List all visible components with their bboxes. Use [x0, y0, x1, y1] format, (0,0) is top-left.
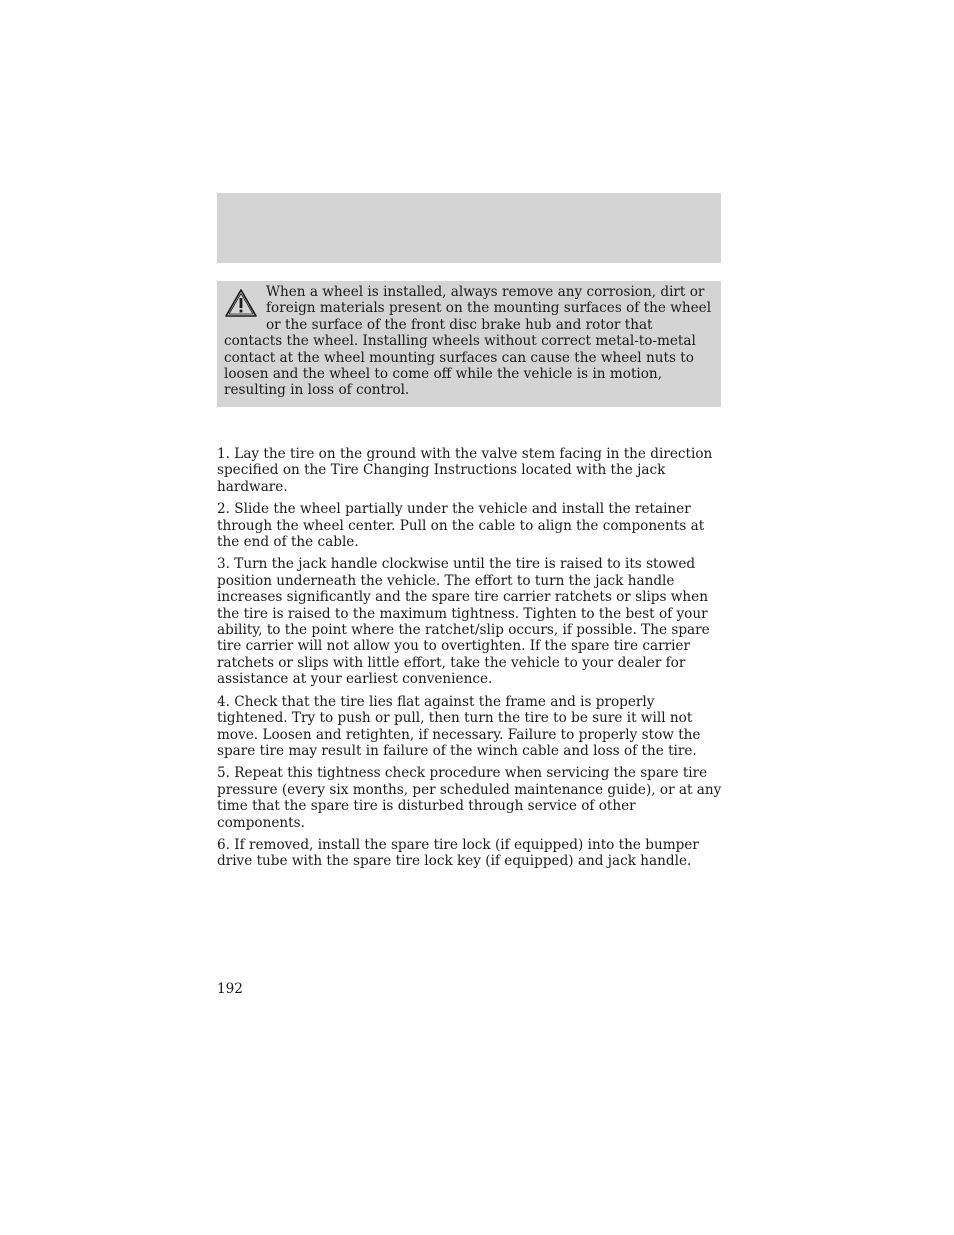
page-number: 192: [217, 981, 243, 997]
step-1: 1. Lay the tire on the ground with the valve stem facing in the direction specified on the Tire Changing Instructions located with the jack hardware.: [217, 446, 713, 495]
step-4: 4. Check that the tire lies flat against the frame and is properly tightened. Try to push or pull, then turn the tire to be sure it will not move. Loosen and retighten, if necessary. Failure to properly stow the spare tire may result in failure of the winch cable and loss of the tire.: [217, 693, 701, 759]
step-3: 3. Turn the jack handle clockwise until the tire is raised to its stowed position underneath the vehicle. The effort to turn the jack handle increases significantly and the spare tire carrier ratchets or slips when the tire is raised to the maximum tightness. Tighten to the best of your ability, to the point where the ratchet/slip occurs, if possible. The spare tire carrier will not allow you to overtighten. If the spare tire carrier ratchets or slips with little effort, take the vehicle to your dealer for assistance at your earliest convenience.: [217, 556, 710, 688]
warning-triangle-icon: [224, 288, 258, 318]
step-2: 2. Slide the wheel partially under the vehicle and install the retainer through the wheel center. Pull on the cable to align the components at the end of the cable.: [217, 501, 705, 551]
warning-text: When a wheel is installed, always remove any corrosion, dirt or foreign materials present on the mounting surfaces of the wheel or the surface of the front disc brake hub and rotor that contacts the wheel. Installing wheels without correct metal-to-metal contact at the wheel mounting surfaces can cause the wheel nuts to loosen and the wheel to come off while the vehicle is in motion, resulting in loss of control.: [224, 284, 712, 399]
section-header-bar: [217, 193, 721, 263]
warning-box: [217, 281, 721, 407]
instruction-steps: [217, 446, 723, 876]
step-6: 6. If removed, install the spare tire lock (if equipped) into the bumper drive tube with the spare tire lock key (if equipped) and jack handle.: [217, 836, 699, 870]
step-5: 5. Repeat this tightness check procedure when servicing the spare tire pressure (every six months, per scheduled maintenance guide), or at any time that the spare tire is disturbed through service of other components.: [217, 765, 722, 831]
